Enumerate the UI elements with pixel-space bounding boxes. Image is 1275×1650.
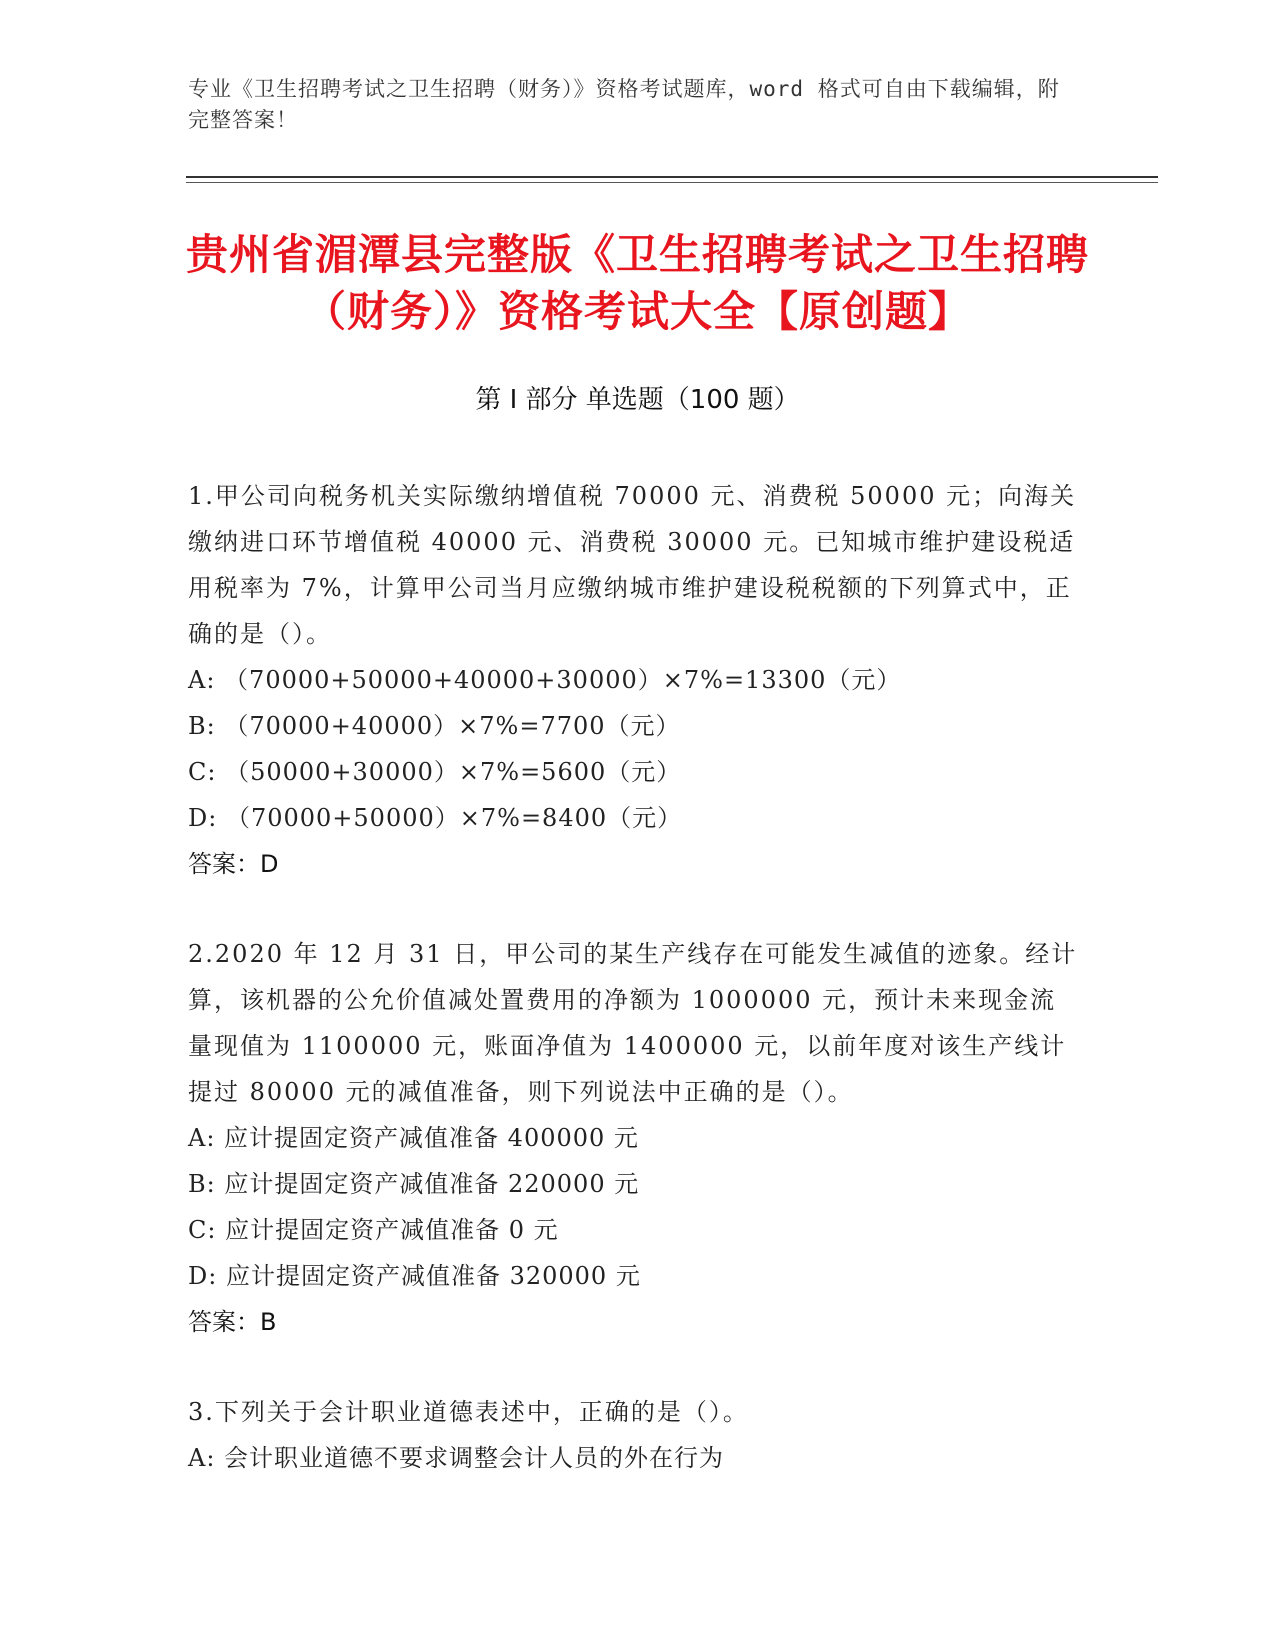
option-c: C: 应计提固定资产减值准备 0 元	[188, 1216, 559, 1244]
option-a: A: 会计职业道德不要求调整会计人员的外在行为	[188, 1444, 725, 1472]
question-3	[188, 1389, 1078, 1481]
question-2	[188, 931, 1078, 1345]
question-stem: 1.甲公司向税务机关实际缴纳增值税 70000 元、消费税 50000 元；向海关缴纳进口环节增值税 40000 元、消费税 30000 元。已知城市维护建设税适用税率为 7%，计算甲公司当月应缴纳城市维护建设税税额的下列算式中，正确的是（）。	[188, 482, 1077, 648]
option-d: D: （70000+50000）×7%=8400（元）	[188, 804, 683, 832]
question-1	[188, 473, 1078, 887]
answer: 答案：B	[188, 1308, 277, 1336]
question-stem: 3.下列关于会计职业道德表述中，正确的是（）。	[188, 1398, 749, 1426]
option-a: A: （70000+50000+40000+30000）×7%=13300（元）	[188, 666, 902, 694]
answer: 答案：D	[188, 850, 279, 878]
question-list	[188, 473, 1078, 1525]
section-title: 第 I 部分 单选题（100 题）	[475, 385, 800, 415]
option-b: B: 应计提固定资产减值准备 220000 元	[188, 1170, 640, 1198]
option-d: D: 应计提固定资产减值准备 320000 元	[188, 1262, 641, 1290]
option-c: C: （50000+30000）×7%=5600（元）	[188, 758, 682, 786]
header-divider-thin	[186, 182, 1158, 183]
option-a: A: 应计提固定资产减值准备 400000 元	[188, 1124, 639, 1152]
header-divider-thick	[186, 176, 1158, 178]
header-note: 专业《卫生招聘考试之卫生招聘（财务）》资格考试题库，word 格式可自由下载编辑，附完整答案！	[188, 77, 1060, 132]
option-b: B: （70000+40000）×7%=7700（元）	[188, 712, 681, 740]
document-title: 贵州省湄潭县完整版《卫生招聘考试之卫生招聘（财务）》资格考试大全【原创题】	[185, 230, 1089, 336]
question-stem: 2.2020 年 12 月 31 日，甲公司的某生产线存在可能发生减值的迹象。经计算，该机器的公允价值减处置费用的净额为 1000000 元，预计未来现金流量现值为 1100000 元，账面净值为 1400000 元，以前年度对该生产线计提过 80000 元的减值准备，则下列说法中正确的是（）。	[188, 940, 1078, 1106]
